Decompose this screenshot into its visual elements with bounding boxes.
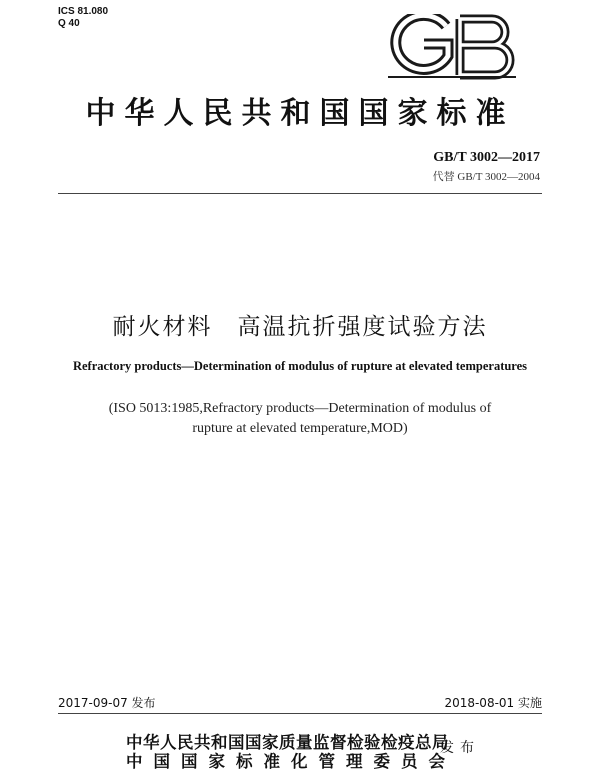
standard-number-block [433,150,540,184]
standard-number: GB/T 3002—2017 [433,150,540,165]
publisher-2: 中国国家标准化管理委员会 [126,752,456,771]
iso-reference-line-1: (ISO 5013:1985,Refractory products—Determination of modulus of [108,401,492,416]
header-divider [58,193,542,194]
effective-date: 2018-08-01 实施 [444,696,542,710]
english-title: Refractory products—Determination of modulus of rupture at elevated temperatures [72,359,528,373]
ccs-code: Q 40 [58,18,80,29]
footer-divider [58,713,542,714]
publisher-1: 中华人民共和国国家质量监督检验检疫总局 [126,733,449,752]
release-label: 发布 [440,740,480,756]
iso-reference [60,399,540,439]
standard-type-heading: 中华人民共和国国家标准 [85,96,515,131]
iso-reference-line-2: rupture at elevated temperature,MOD) [192,421,408,436]
classification-codes [58,6,108,30]
gb-logo-icon [388,14,516,80]
issue-date: 2017-09-07 发布 [58,696,156,710]
ics-code: ICS 81.080 [58,6,109,17]
chinese-title: 耐火材料 高温抗折强度试验方法 [112,314,488,340]
replaces-note: 代替 GB/T 3002—2004 [432,171,540,183]
